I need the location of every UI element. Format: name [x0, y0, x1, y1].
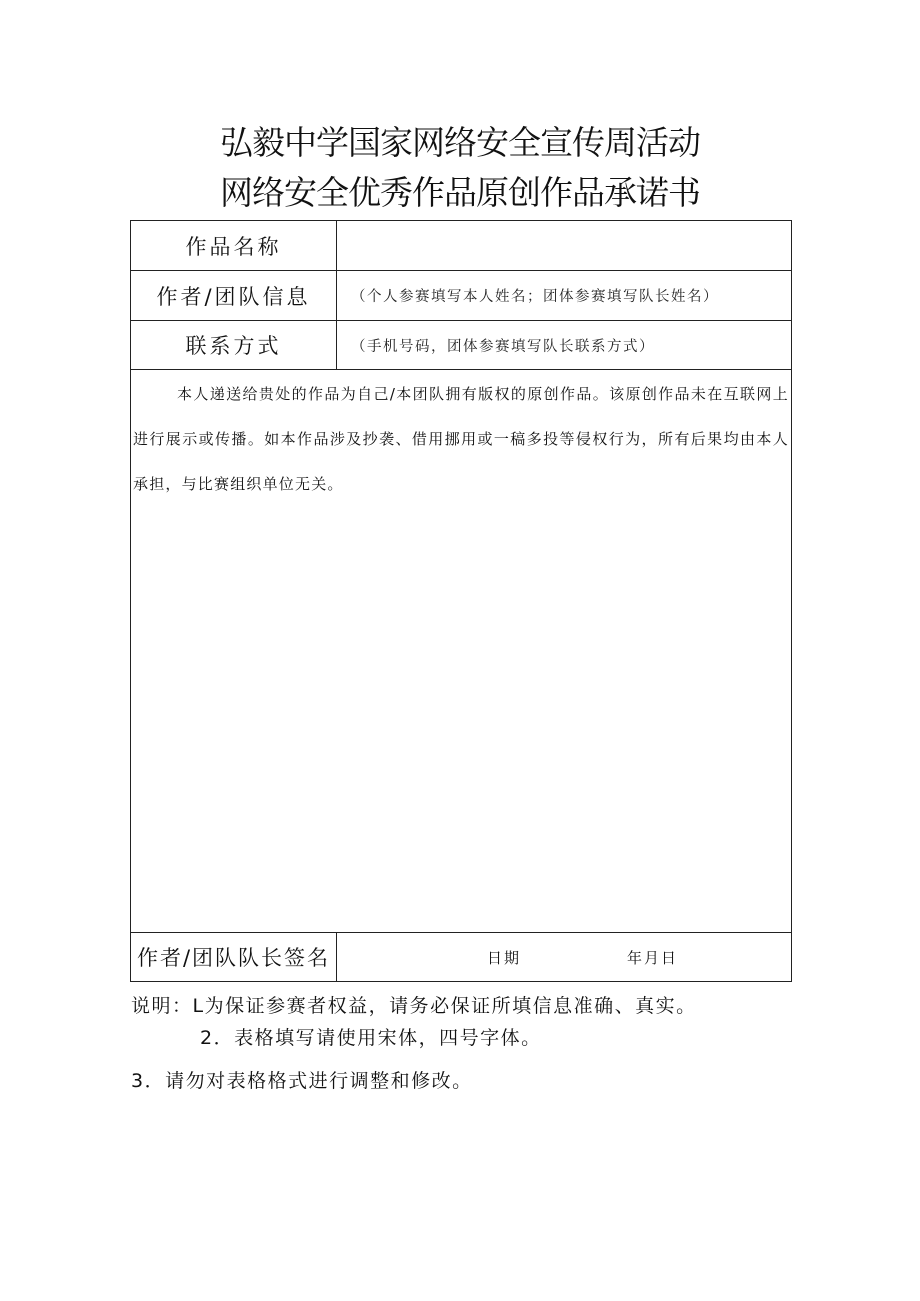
note-line-2: 2．表格填写请使用宋体，四号字体。 [200, 1027, 542, 1049]
date-label: 日期 [487, 949, 522, 967]
contact-label: 联系方式 [131, 321, 337, 370]
document-title-line-1: 弘毅中学国家网络安全宣传周活动 [220, 123, 700, 162]
pledge-statement-text: 本人递送给贵处的作品为自己/本团队拥有版权的原创作品。该原创作品未在互联网上进行展示或传播。如本作品涉及抄袭、借用挪用或一稿多投等侵权行为，所有后果均由本人承担，与比赛组织单位无关。 [133, 385, 789, 493]
date-format-label: 年月日 [627, 949, 679, 967]
note-line-1: 说明：L为保证参赛者权益，请务必保证所填信息准确、真实。 [131, 995, 697, 1017]
note-line-3: 3．请勿对表格格式进行调整和修改。 [131, 1070, 473, 1092]
author-info-label: 作者/团队信息 [131, 271, 337, 321]
contact-field[interactable]: （手机号码，团体参赛填写队长联系方式） [337, 321, 792, 370]
author-info-field[interactable]: （个人参赛填写本人姓名；团体参赛填写队长姓名） [337, 271, 792, 321]
signature-date-field[interactable] [337, 933, 792, 982]
document-title-line-2: 网络安全优秀作品原创作品承诺书 [220, 173, 700, 212]
pledge-form-table [130, 220, 792, 982]
pledge-statement-cell [131, 370, 792, 933]
signature-label: 作者/团队队长签名 [131, 933, 337, 982]
work-name-label: 作品名称 [131, 221, 337, 271]
work-name-field[interactable] [337, 221, 792, 271]
